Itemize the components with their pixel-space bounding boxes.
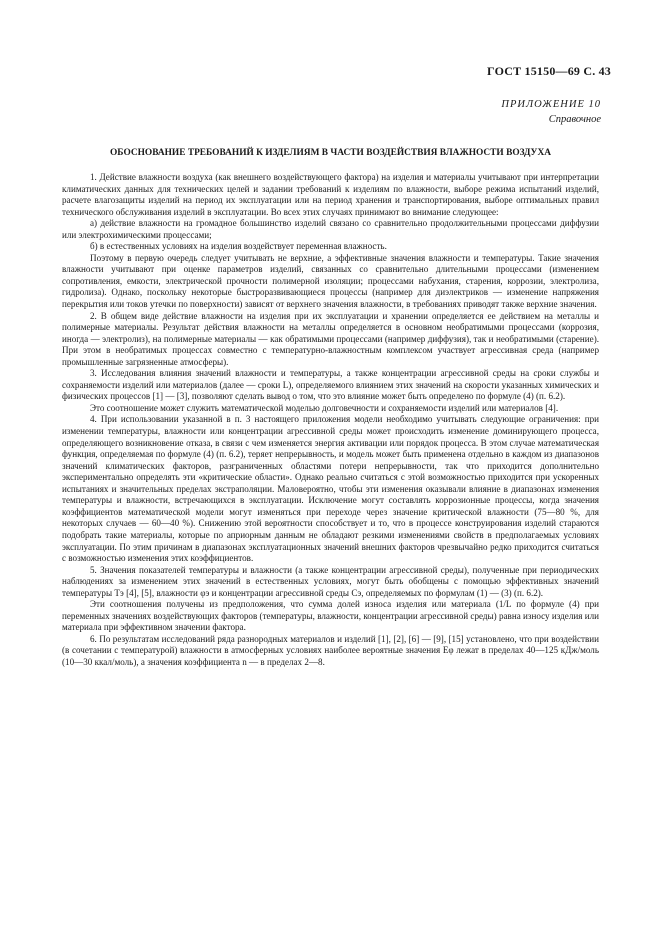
paragraph: 6. По результатам исследований ряда разнородных материалов и изделий [1], [2], [6] — [9], [15] установлено, что при воздействии (в сочетании с температурой) влажности в атмосферных условиях наиболее вероятные значения Eφ лежат в пределах 40—125 кДж/моль (10—30 ккал/моль), а значения коэффициента n — в пределах 2—8.	[62, 633, 599, 667]
paragraph: Эти соотношения получены из предположения, что сумма долей износа изделия или материала (1/L по формуле (4) при переменных значениях воздействующих факторов (температуры, влажности, концентрации агрессивной среды) равна износу изделия или материала при эффективном значении фактора.	[62, 599, 599, 633]
appendix-subtitle: Справочное	[548, 114, 601, 125]
paragraph: 2. В общем виде действие влажности на изделия при их эксплуатации и хранении определяется ее действием на металлы и полимерные материалы. Результат действия влажности на металлы определяется в основном необратимыми процессами (коррозия, иногда — электролиз), на полимерные материалы — как обратимыми процессами (например диффузия), так и необратимыми (старение). При этом в необратимых процессах совместно с температурно-влажностным комплексом участвует агрессивная среда (например промышленные загрязненные атмосферы).	[62, 310, 599, 367]
paragraph: Это соотношение может служить математической моделью долговечности и сохраняемости изделий или материалов [4].	[90, 402, 559, 413]
paragraph: 3. Исследования влияния значений влажности и температуры, а также концентрации агрессивной среды на сроки службы и сохраняемости изделий или материалов (далее — сроки L), определяемого влиянием этих значений на скорости указанных химических и физических процессов [1] — [3], позволяют сделать вывод о том, что это влияние может быть определено по формуле (4) (п. 6.2).	[62, 368, 599, 402]
running-header: ГОСТ 15150—69 С. 43	[487, 64, 611, 78]
appendix-label	[501, 97, 601, 127]
appendix-title: ПРИЛОЖЕНИЕ 10	[501, 99, 601, 110]
paragraph: Поэтому в первую очередь следует учитывать не верхние, а эффективные значения влажности и температуры. Такие значения влажности учитывают при оценке параметров изделий, связанных со сравнительно длительными процессами (изменением сопротивления, емкости, электрической прочности полимерной изоляции; процессами набухания, старения, коррозии, электролиза, гидролиза). Однако, поскольку некоторые быстроразвивающиеся процессы (например для диэлектриков — изменение напряжения перекрытия или токов утечки по поверхности) зависят от верхнего значения влажности, в требованиях приводят также верхние значения.	[62, 252, 599, 310]
paragraph: 1. Действие влажности воздуха (как внешнего воздействующего фактора) на изделия и материалы учитывают при интерпретации климатических данных для технических целей и задании требований к изделиям по влажности, выборе режима испытаний изделий, расчете влагозащиты изделий на период их эксплуатации или на период хранения и транспортирования, выборе оптимальных правил технического обслуживания изделий в эксплуатации. Во всех этих случаях принимают во внимание следующее:	[62, 172, 599, 217]
paragraph: 4. При использовании указанной в п. 3 настоящего приложения модели необходимо учитывать следующие ограничения: при изменении температуры, влажности или концентрации агрессивной среды может происходить изменение доминирующего процесса, определяющего возникновение отказа, в связи с чем изменяется энергия активации или порядок процесса. В этом случае математическая функция, определяемая по формуле (4) (п. 6.2), теряет непрерывность, и модель может быть применена отдельно в каждом из диапазонов значений климатических факторов, разграниченных областями потери непрерывности, так что приходится дополнительно экспериментально определять эти «критические области». Однако реально считаться с этой возможностью приходится при ускоренных испытаниях и значительных пределах экстраполяции. Маловероятно, чтобы эти изменения оказывали влияние в диапазонах изменения температуры и влажности, встречающихся в эксплуатации. Исключение могут составлять коррозионные процессы, когда значения коэффициентов математической модели могут изменяться при переходе через значение критической влажности (75—80 %, для некоторых случаев — 60—40 %). Снижению этой вероятности способствует и то, что в процессе конструирования изделий стараются подобрать такие материалы, которые по априорным данным не обладают резкими изменениями свойств в предполагаемых условиях эксплуатации. По этим причинам в диапазонах эксплуатационных значений внешних факторов чрезвычайно редко приходится считаться с возможностью изменения этих коэффициентов.	[62, 414, 599, 564]
paragraph: а) действие влажности на громадное большинство изделий связано со сравнительно продолжительными процессами диффузии или электрохимическими процессами;	[62, 218, 599, 240]
body-text	[62, 172, 599, 669]
paragraph: 5. Значения показателей температуры и влажности (а также концентрации агрессивной среды), полученные при периодических наблюдениях за изменением этих значений в естественных условиях, могут быть обобщены с помощью эффективных значений температуры Tэ [4], [5], влажности φэ и концентрации агрессивной среды Cэ, определяемых по формулам (1) — (3) (п. 6.2).	[62, 564, 599, 598]
section-title: ОБОСНОВАНИЕ ТРЕБОВАНИЙ К ИЗДЕЛИЯМ В ЧАСТИ ВОЗДЕЙСТВИЯ ВЛАЖНОСТИ ВОЗДУХА	[110, 148, 551, 158]
paragraph: б) в естественных условиях на изделия воздействует переменная влажность.	[90, 241, 387, 252]
